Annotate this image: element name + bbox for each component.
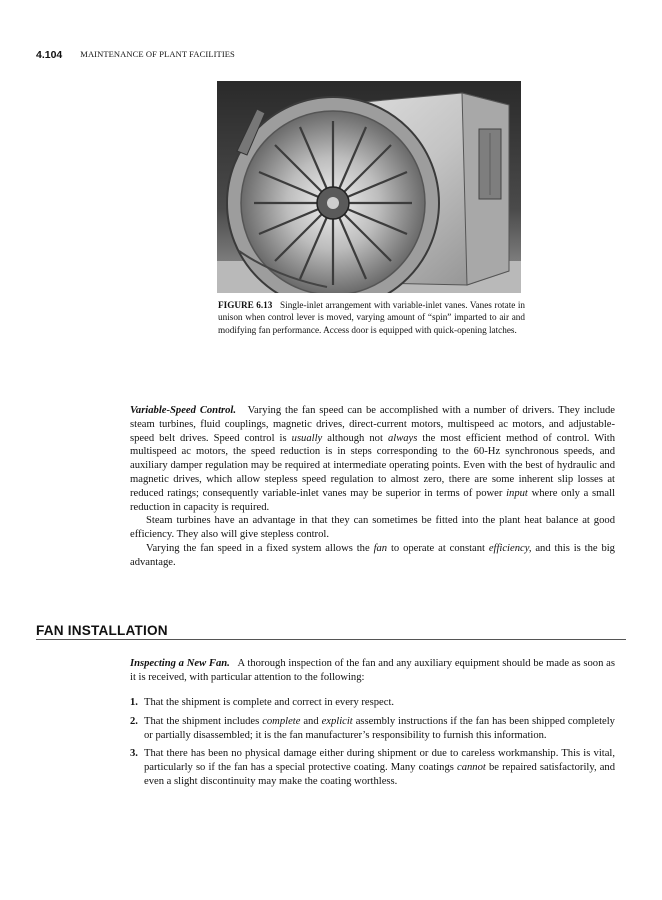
emphasis: cannot xyxy=(457,762,486,774)
emphasis: input xyxy=(506,487,528,499)
text-run: That the shipment is complete and correct in every respect. xyxy=(144,697,395,708)
inspecting-new-fan-intro xyxy=(130,657,615,685)
list-number: 3. xyxy=(130,748,138,760)
fan-photograph xyxy=(217,81,521,293)
emphasis: complete xyxy=(262,715,301,727)
run-in-heading: Inspecting a New Fan. xyxy=(130,658,230,669)
text-run: the most efficient method of control. With multispeed ac motors, the speed reduction is in steps corresponding to the 60-Hz synchronous speeds, and auxiliary damper regulation may be required at intermediate operating points. Even with the best of hydraulic and magnetic drives, which allow stepless speed regulation to almost zero, there are some inherent slip losses at reduced ratings; consequently variable-inlet vanes may be superior in terms of power xyxy=(130,432,616,499)
text-run: and this is the big advantage. xyxy=(130,542,615,568)
text-run: That the shipment includes xyxy=(144,715,260,727)
text-run: Varying the fan speed in a fixed system allows the xyxy=(146,542,370,554)
emphasis: explicit xyxy=(321,715,353,727)
page-header xyxy=(36,49,235,61)
figure-caption xyxy=(218,299,525,336)
run-in-heading: Variable-Speed Control. xyxy=(130,405,237,416)
list-number: 1. xyxy=(130,697,138,708)
text-run: A thorough inspection of the fan and any auxiliary equipment should be made as soon as it is received, with particular attention to the following: xyxy=(130,658,615,683)
text-run: assembly instructions if the fan has been shipped completely or partially disassembled; it is the fan manufacturer’s responsibility to furnish this information. xyxy=(144,715,615,741)
figure-caption-text: Single-inlet arrangement with variable-inlet vanes. Vanes rotate in unison when control lever is moved, varying amount of “spin” imparted to air and modifying fan performance. Access door is equipped with quick-opening latches. xyxy=(218,300,526,335)
text-run: and xyxy=(303,715,319,727)
variable-speed-control-section xyxy=(130,404,615,570)
list-item xyxy=(130,715,615,743)
list-item xyxy=(130,696,615,710)
text-run: although not xyxy=(327,432,383,444)
emphasis: usually xyxy=(291,432,323,444)
paragraph: Steam turbines have an advantage in that they can sometimes be fitted into the plant heat balance at good efficiency. They also will give stepless control. xyxy=(130,515,615,541)
paragraph xyxy=(130,542,615,570)
emphasis: fan xyxy=(373,542,388,554)
page-number: 4.104 xyxy=(36,49,63,61)
emphasis: efficiency, xyxy=(488,542,532,554)
figure-label: FIGURE 6.13 xyxy=(218,300,273,310)
text-run: to operate at constant xyxy=(390,542,485,554)
list-number: 2. xyxy=(130,715,138,727)
section-title: FAN INSTALLATION xyxy=(36,623,168,638)
emphasis: always xyxy=(387,432,418,444)
paragraph xyxy=(130,657,615,685)
text-run: Varying the fan speed can be accomplished with a number of drivers. They include steam turbines, fluid couplings, magnetic drives, direct-current motors, multispeed ac motors, and adjustable-speed belt drives. Speed control is xyxy=(130,405,615,444)
running-title: MAINTENANCE OF PLANT FACILITIES xyxy=(80,49,235,59)
paragraph xyxy=(130,404,615,514)
text-run: where only a small reduction in capacity is required. xyxy=(130,487,616,513)
text-run: That there has been no physical damage either during shipment or due to careless workmanship. This is vital, particularly so if the fan has a special protective coating. Many coatings xyxy=(144,748,615,774)
text-run: be repaired satisfactorily, and even a slight discontinuity may make the coating worthless. xyxy=(144,762,615,787)
inspection-checklist xyxy=(130,696,615,794)
list-item xyxy=(130,747,615,788)
section-rule xyxy=(36,639,626,640)
